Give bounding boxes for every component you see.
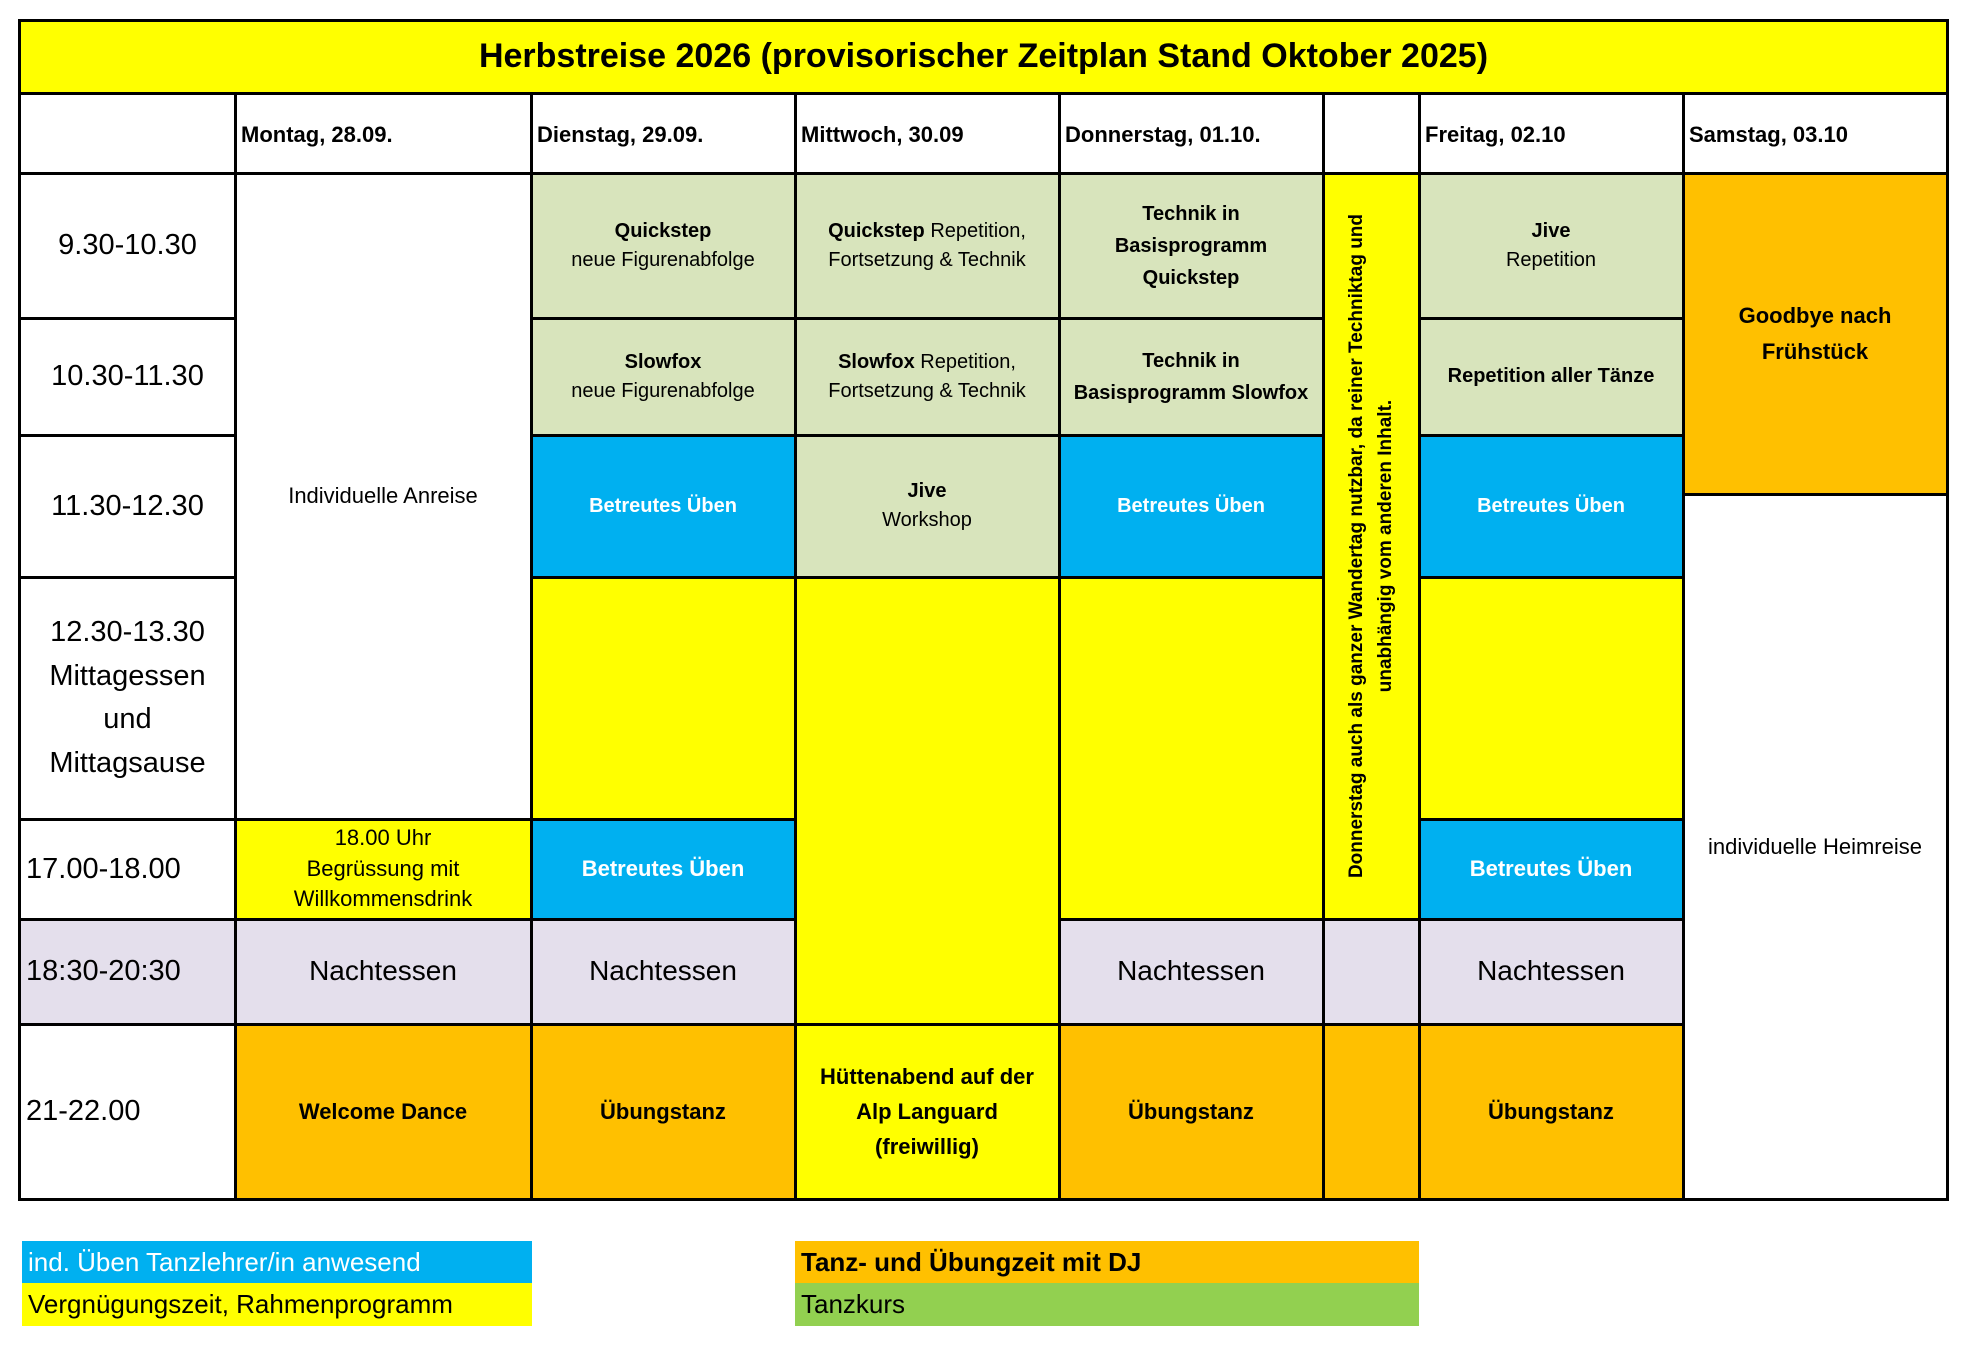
thursday-dinner: Nachtessen: [1059, 919, 1323, 1024]
wednesday-free-block: [795, 577, 1059, 1024]
row-line-fri-1: [1418, 317, 1684, 320]
row-line-time-4: [18, 818, 235, 821]
tuesday-practice-evening: Betreutes Üben: [531, 819, 795, 919]
col-line-5: [1322, 92, 1325, 1200]
day-header-monday: Montag, 28.09.: [241, 122, 393, 148]
day-header-wednesday: Mittwoch, 30.09: [801, 122, 964, 148]
thursday-dance: Übungstanz: [1059, 1024, 1323, 1199]
col-line-7: [1682, 92, 1685, 1200]
col-line-4: [1058, 92, 1061, 1200]
legend-green: Tanzkurs: [795, 1283, 1419, 1326]
row-line-days-3: [530, 576, 1324, 579]
friday-dance: Übungstanz: [1419, 1024, 1683, 1199]
day-header-saturday: Samstag, 03.10: [1689, 122, 1848, 148]
wednesday-slowfox-title: Slowfox: [838, 350, 915, 373]
row-line-sat-split: [1682, 493, 1948, 496]
col-line-3: [794, 92, 797, 1200]
legend-yellow: Vergnügungszeit, Rahmenprogramm: [22, 1283, 532, 1326]
time-slot-7: 21-22.00: [26, 1095, 141, 1128]
wednesday-jive-workshop: Jive Workshop: [795, 435, 1059, 577]
tuesday-slowfox: Slowfox neue Figurenabfolge: [531, 318, 795, 435]
tuesday-dinner: Nachtessen: [531, 919, 795, 1024]
legend-orange: Tanz- und Übungzeit mit DJ: [795, 1241, 1419, 1283]
monday-welcome: 18.00 Uhr Begrüssung mit Willkommensdrink: [235, 819, 531, 919]
monday-arrival: Individuelle Anreise: [288, 483, 478, 509]
time-slot-1: 9.30-10.30: [58, 229, 197, 262]
col-line-1: [234, 92, 237, 1200]
saturday-departure: individuelle Heimreise: [1708, 833, 1922, 859]
col-line-6: [1418, 92, 1421, 1200]
wednesday-evening: Hüttenabend auf der Alp Languard (freiwillig): [795, 1024, 1059, 1199]
thursday-note-dance-blank: [1323, 1024, 1419, 1199]
wednesday-slowfox: Slowfox Repetition, Fortsetzung & Technik: [795, 318, 1059, 435]
row-line-time-2: [18, 434, 235, 437]
wednesday-quickstep: Quickstep Repetition, Fortsetzung & Technik: [795, 173, 1059, 318]
time-slot-2: 10.30-11.30: [51, 360, 204, 393]
tuesday-practice-morning: Betreutes Üben: [531, 435, 795, 577]
tuesday-lunch-block: [531, 577, 795, 819]
border-top: [18, 19, 1949, 22]
friday-dinner: Nachtessen: [1419, 919, 1683, 1024]
saturday-goodbye: Goodbye nach Frühstück: [1683, 173, 1947, 494]
friday-lunch-block: [1419, 577, 1683, 819]
row-line-time-3: [18, 576, 235, 579]
title-divider: [18, 92, 1949, 95]
border-right: [1946, 19, 1949, 1201]
friday-jive: Jive Repetition: [1419, 173, 1683, 318]
col-line-2: [530, 92, 533, 1200]
monday-dinner: Nachtessen: [235, 919, 531, 1024]
row-line-6: [18, 1023, 1684, 1026]
row-line-fri-4: [1418, 818, 1684, 821]
row-line-5b: [1058, 918, 1684, 921]
time-slot-3: 11.30-12.30: [51, 489, 204, 522]
page-title: Herbstreise 2026 (provisorischer Zeitplan Stand Oktober 2025): [20, 21, 1947, 93]
time-slot-5: 17.00-18.00: [26, 852, 181, 885]
row-line-days-1: [530, 317, 1324, 320]
tuesday-dance: Übungstanz: [531, 1024, 795, 1199]
row-line-fri-3: [1418, 576, 1684, 579]
thursday-technik-slowfox: Technik in Basisprogramm Slowfox: [1059, 318, 1323, 435]
friday-repetition: Repetition aller Tänze: [1419, 318, 1683, 435]
row-line-fri-2: [1418, 434, 1684, 437]
friday-practice-morning: Betreutes Üben: [1419, 435, 1683, 577]
day-header-thursday: Donnerstag, 01.10.: [1065, 122, 1261, 148]
day-header-tuesday: Dienstag, 29.09.: [537, 122, 704, 148]
border-bottom: [18, 1198, 1949, 1201]
thursday-lunch-block: [1059, 577, 1323, 919]
friday-practice-evening: Betreutes Üben: [1419, 819, 1683, 919]
wednesday-slowfox-rest: Repetition,: [914, 350, 1016, 373]
day-header-friday: Freitag, 02.10: [1425, 122, 1566, 148]
row-line-time-1: [18, 317, 235, 320]
thursday-technik-quickstep: Technik in Basisprogramm Quickstep: [1059, 173, 1323, 318]
wednesday-quickstep-rest: Repetition,: [924, 219, 1026, 242]
wednesday-quickstep-title: Quickstep: [828, 219, 925, 242]
thursday-hiking-note: Donnerstag auch als ganzer Wandertag nutzbar, da reiner Techniktag und unabhängig vom anderen Inhalt.: [1345, 213, 1396, 879]
thursday-practice: Betreutes Üben: [1059, 435, 1323, 577]
thursday-note-dinner-blank: [1323, 919, 1419, 1024]
legend-blue: ind. Üben Tanzlehrer/in anwesend: [22, 1241, 532, 1283]
header-divider: [18, 172, 1949, 175]
row-line-days-2: [530, 434, 1324, 437]
time-slot-lunch: 12.30-13.30 Mittagessen und Mittagsause: [49, 616, 206, 779]
time-slot-6: 18:30-20:30: [20, 919, 235, 1024]
row-line-mon-4: [234, 818, 797, 821]
tuesday-quickstep: Quickstep neue Figurenabfolge: [531, 173, 795, 318]
row-line-5a: [18, 918, 797, 921]
monday-dance: Welcome Dance: [235, 1024, 531, 1199]
